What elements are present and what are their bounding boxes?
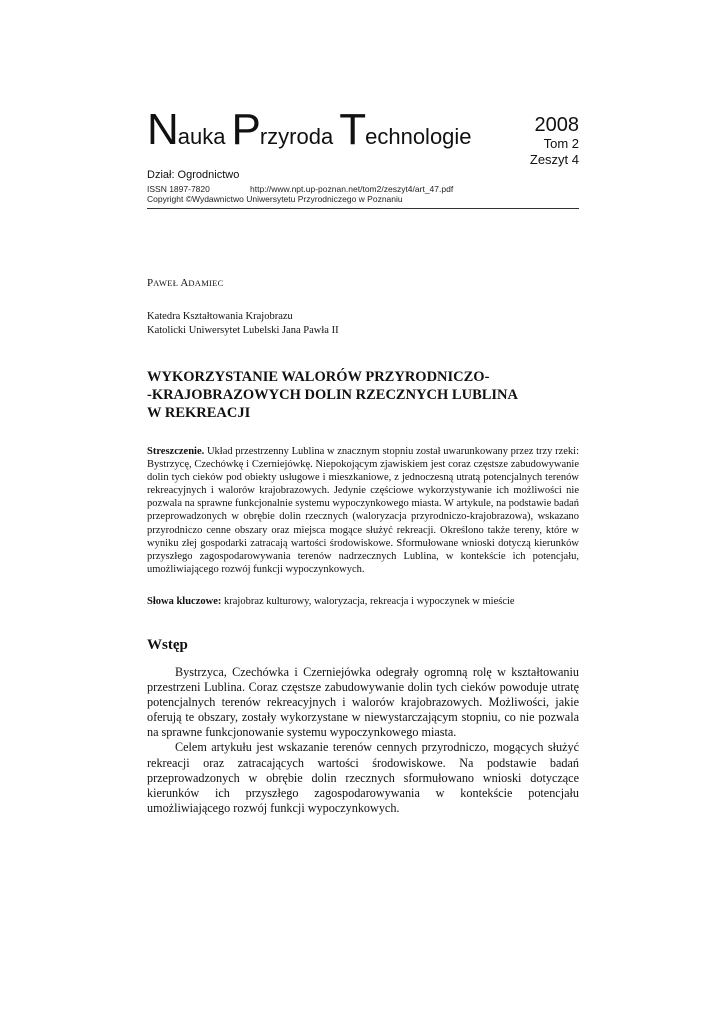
- issue-year: 2008: [534, 114, 579, 136]
- publication-meta: [147, 184, 453, 204]
- author-name: [147, 277, 224, 289]
- journal-title-word: rzyroda: [259, 124, 334, 149]
- abstract-label: Streszczenie.: [147, 446, 205, 457]
- section-heading: Wstęp: [147, 637, 188, 653]
- journal-title-word: echnologie: [365, 124, 472, 149]
- abstract-text: Układ przestrzenny Lublina w znacznym stopniu został uwarunkowany przez trzy rzeki: Bystrzycę, Czechówkę i Czerniejówkę. Niepokojącym zjawiskiem jest coraz częstsze zabudowywanie dolin tych cieków pod obiekty usługowe i mieszkaniowe, z jednoczesną utratą potencjalnych terenów rekreacyjnych i walorów krajobrazowych. Jedynie częściowe wykorzystywanie ich możliwości nie pozwala na sprawne funkcjonalnie systemu wypoczynkowego miasta. W artykule, na podstawie badań przeprowadzonych w obrębie dolin rzecznych (waloryzacja przyrodniczo-krajobrazowa), wskazano przyrodniczo cenne obszary oraz miejsca mogące służyć rekreacji. Określono także tereny, które w wyniku złej gospodarki zatracają wartości środowiskowe. Sformułowane wnioski dotyczą kierunków przyszłego zagospodarowywania terenów nadrzecznych Lublina, w kontekście ich potencjału, umożliwiającego rozwój funkcji wypoczynkowych.: [147, 446, 579, 575]
- article-title: [147, 368, 547, 422]
- author-last-initial: A: [180, 277, 189, 289]
- journal-title-initial: P: [231, 105, 260, 154]
- journal-title: [147, 105, 478, 154]
- body-paragraph: Celem artykułu jest wskazanie terenów cennych przyrodniczo, mogących służyć rekreacji oraz zatracających wartości środowiskowe. Na podstawie badań przeprowadzonych w obrębie dolin rzecznych sformułowano wnioski dotyczące kierunków ich przyszłego zagospodarowywania w kontekście potencjału umożliwiającego rozwój funkcji wypoczynkowych.: [147, 740, 579, 815]
- journal-title-initial: T: [339, 105, 366, 154]
- issue-number: Zeszyt 4: [529, 152, 579, 167]
- abstract: [147, 445, 579, 576]
- issue-info: [530, 114, 579, 168]
- introduction-body: [147, 665, 579, 816]
- keywords-label: Słowa kluczowe:: [147, 596, 222, 607]
- issue-volume: Tom 2: [543, 136, 579, 151]
- affiliation-university: Katolicki Uniwersytet Lubelski Jana Pawła II: [147, 325, 339, 336]
- journal-title-initial: N: [147, 105, 178, 154]
- article-title-line: W REKREACJI: [147, 405, 251, 421]
- keywords: [147, 595, 579, 608]
- keywords-text: krajobraz kulturowy, waloryzacja, rekreacja i wypoczynek w mieście: [224, 596, 515, 607]
- author-first-initial: P: [147, 277, 154, 289]
- author-first-rest: AWEŁ: [153, 278, 179, 288]
- affiliation: [147, 310, 339, 338]
- affiliation-department: Katedra Kształtowania Krajobrazu: [147, 311, 293, 322]
- copyright: Copyright ©Wydawnictwo Uniwersytetu Przyrodniczego w Poznaniu: [147, 194, 403, 204]
- article-title-line: WYKORZYSTANIE WALORÓW PRZYRODNICZO-: [147, 369, 490, 385]
- article-title-line: -KRAJOBRAZOWYCH DOLIN RZECZNYCH LUBLINA: [147, 387, 518, 403]
- journal-title-word: auka: [177, 124, 226, 149]
- issn: ISSN 1897-7820: [147, 184, 210, 194]
- header-divider: [147, 208, 579, 209]
- article-url[interactable]: http://www.npt.up-poznan.net/tom2/zeszyt4/art_47.pdf: [250, 184, 454, 194]
- author-last-rest: DAMIEC: [188, 278, 224, 288]
- section-label: Dział: Ogrodnictwo: [147, 169, 240, 181]
- body-paragraph: Bystrzyca, Czechówka i Czerniejówka odegrały ogromną rolę w kształtowaniu przestrzeni Lublina. Coraz częstsze zabudowywanie dolin tych cieków powoduje utratę potencjalnych terenów rekreacyjnych i walorów krajobrazowych. Możliwości, jakie oferują te obszary, zostały wykorzystane w niewystarczającym stopniu, co nie pozwala na sprawne funkcjonowanie systemu wypoczynkowego miasta.: [147, 665, 579, 740]
